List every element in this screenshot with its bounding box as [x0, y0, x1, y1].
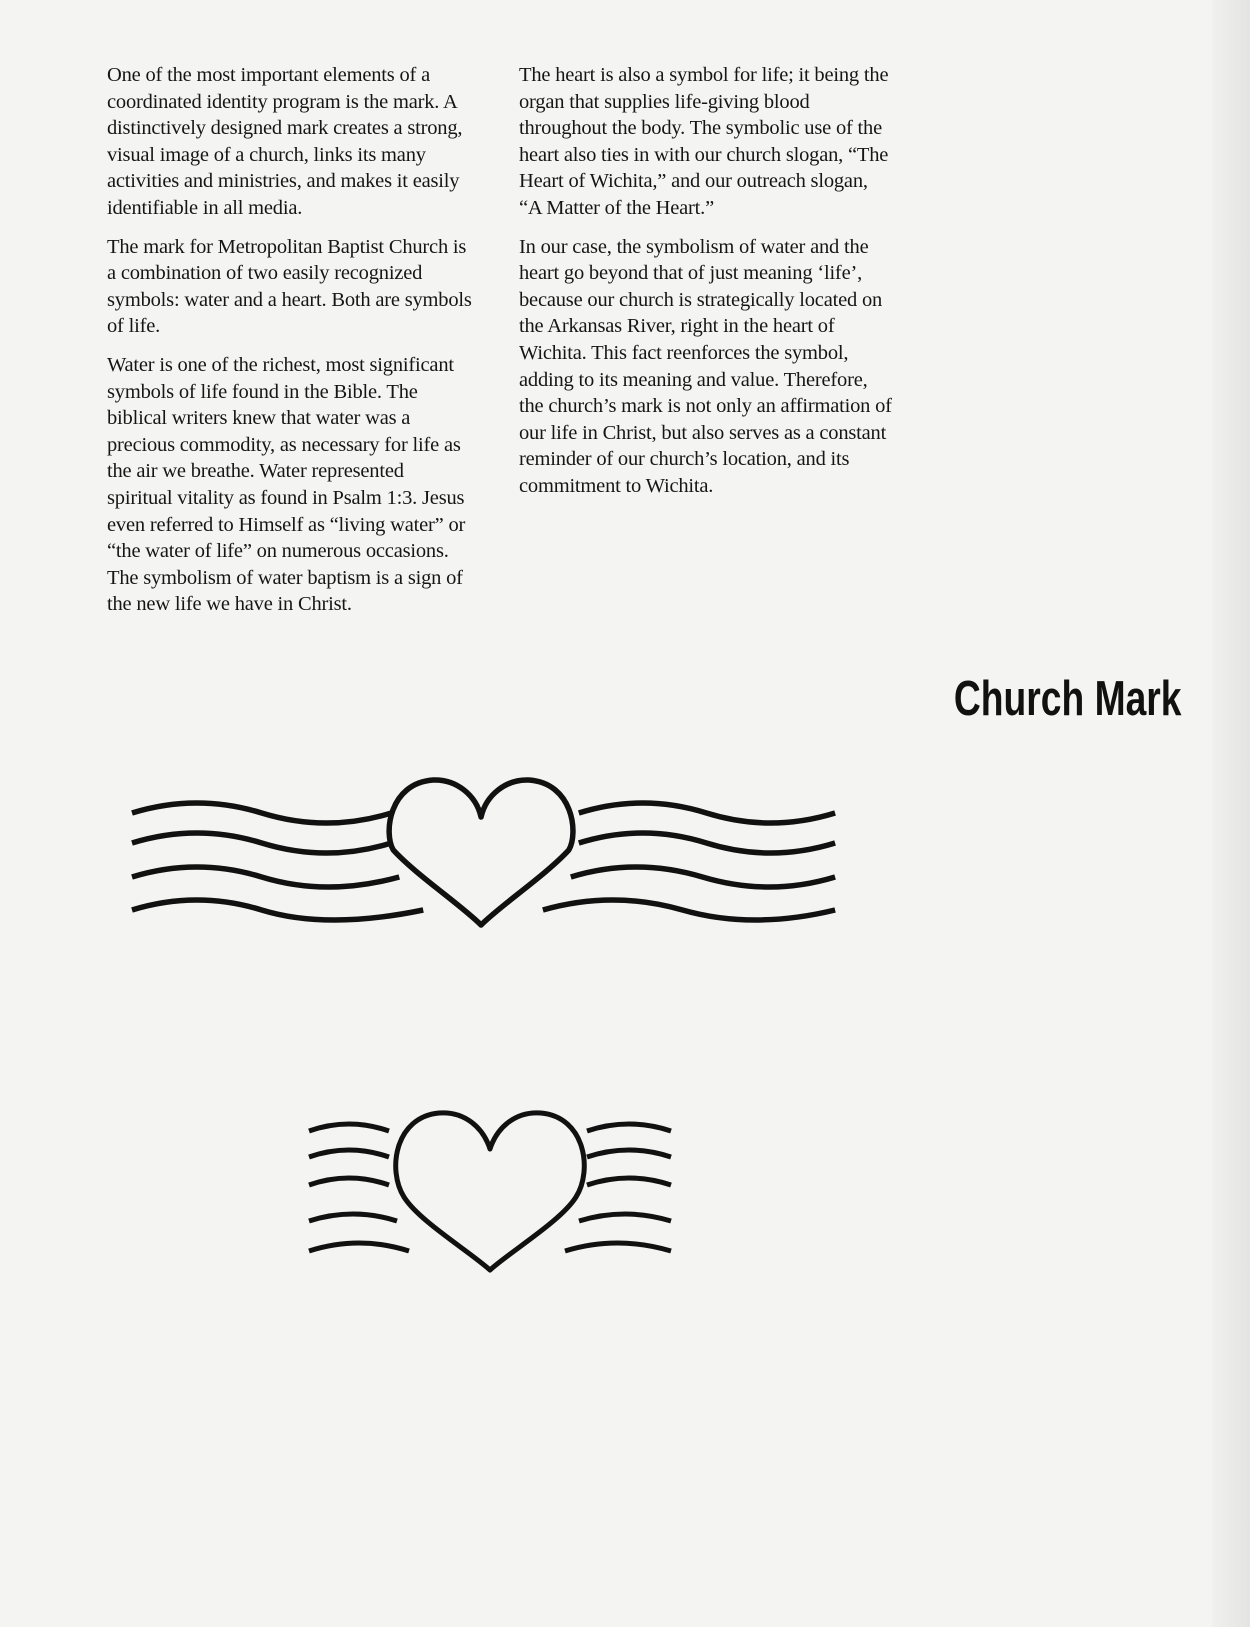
church-mark-small-icon — [309, 1125, 695, 1291]
church-mark-large-icon — [132, 805, 870, 965]
body-text-left-column — [107, 62, 472, 630]
paragraph-heart-symbolism: The heart is also a symbol for life; it being the organ that supplies life-giving blood throughout the body. The symbolic use of the heart also ties in with our church slogan, “The Heart of Wichita,” and our outreach slogan, “A Matter of the Heart.” — [519, 64, 889, 219]
paragraph-mark-intro: One of the most important elements of a coordinated identity program is the mark. A distinctively designed mark creates a strong, visual image of a church, links its many activities and ministries, and makes it easily identifiable in all media. — [107, 64, 463, 219]
paragraph-mark-symbols: The mark for Metropolitan Baptist Church is a combination of two easily recognized symbols: water and a heart. Both are symbols of life. — [107, 235, 472, 338]
page-edge — [1212, 0, 1250, 1627]
paragraph-location-symbolism: In our case, the symbolism of water and the heart go beyond that of just meaning ‘life’, because our church is strategically located on the Arkansas River, right in the heart of Wichita. This fact reenforces the symbol, adding to its meaning and value. Therefore, the church’s mark is not only an affirmation of our life in Christ, but also serves as a constant reminder of our church’s location, and its commitment to Wichita. — [519, 235, 892, 497]
section-heading: Church Mark — [954, 672, 1182, 726]
paragraph-water-symbolism: Water is one of the richest, most significant symbols of life found in the Bible. The biblical writers knew that water was a precious commodity, as necessary for life as the air we breathe. Water represented spiritual vitality as found in Psalm 1:3. Jesus even referred to Himself as “living water” or “the water of life” on numerous occasions. The symbolism of water baptism is a sign of the new life we have in Christ. — [107, 353, 466, 616]
body-text-right-column — [519, 62, 894, 512]
